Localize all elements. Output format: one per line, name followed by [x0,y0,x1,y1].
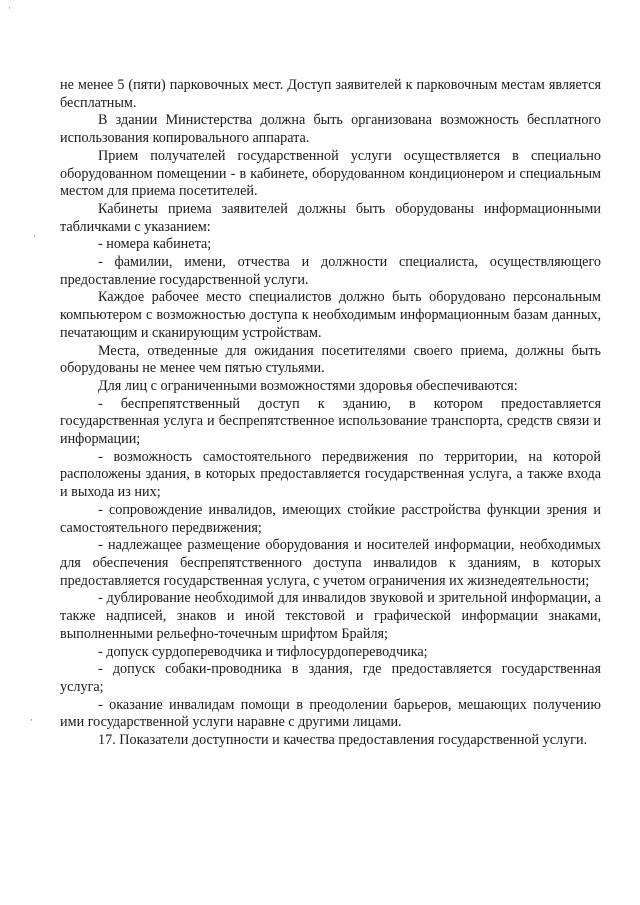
scan-mark: · [8,4,11,14]
list-item: - номера кабинета; [98,236,212,253]
paragraph: Кабинеты приема заявителей должны быть оборудованы информационными табличками с указанием: [60,200,601,235]
scan-mark: · [30,716,33,726]
section-heading: 17. Показатели доступности и качества предоставления государственной услуги. [98,732,588,749]
document-page [60,77,601,750]
list-item: - фамилии, имени, отчества и должности специалиста, осуществляющего предоставление государственной услуги. [60,254,601,288]
list-item: - сопровождение инвалидов, имеющих стойкие расстройства функции зрения и самостоятельного передвижения; [60,501,601,536]
list-item: - надлежащее размещение оборудования и носителей информации, необходимых для обеспечения беспрепятственного доступа инвалидов к зданиям, в которых предоставляется государственная услуга, с учетом ограничения их жизнедеятельности; [60,537,601,589]
paragraph: не менее 5 (пяти) парковочных мест. Доступ заявителей к парковочным местам является бесплатным. [60,77,601,111]
paragraph: В здании Министерства должна быть организована возможность бесплатного использования копировального аппарата. [60,112,601,147]
paragraph: Для лиц с ограниченными возможностями здоровья обеспечиваются: [98,377,518,394]
list-item: - допуск собаки-проводника в здания, где предоставляется государственная услуга; [60,661,601,695]
list-item: - оказание инвалидам помощи в преодолении барьеров, мешающих получению ими государственной услуги наравне с другими лицами. [60,696,601,731]
paragraph: Места, отведенные для ожидания посетителями своего приема, должны быть оборудованы не менее чем пятью стульями. [60,342,601,377]
list-item: - допуск сурдопереводчика и тифлосурдопереводчика; [98,643,428,660]
paragraph: Каждое рабочее место специалистов должно быть оборудовано персональным компьютером с возможностью доступа к необходимым информационным базам данных, печатающим и сканирующим устройствам. [60,289,601,341]
list-item: - беспрепятственный доступ к зданию, в котором предоставляется государственная услуга и беспрепятственное использование транспорта, средств связи и информации; [60,395,601,448]
scan-mark: · [33,232,36,242]
list-item: - дублирование необходимой для инвалидов звуковой и зрительной информации, а также надписей, знаков и иной текстовой и графической информации знаками, выполненными рельефно-точечным шрифтом Брайля; [60,590,601,642]
list-item: - возможность самостоятельного передвижения по территории, на которой расположены здания, в которых предоставляется государственная услуга, а также входа и выхода из них; [60,448,601,501]
paragraph: Прием получателей государственной услуги осуществляется в специально оборудованном помещении - в кабинете, оборудованном кондиционером и специальным местом для приема посетителей. [60,147,601,200]
